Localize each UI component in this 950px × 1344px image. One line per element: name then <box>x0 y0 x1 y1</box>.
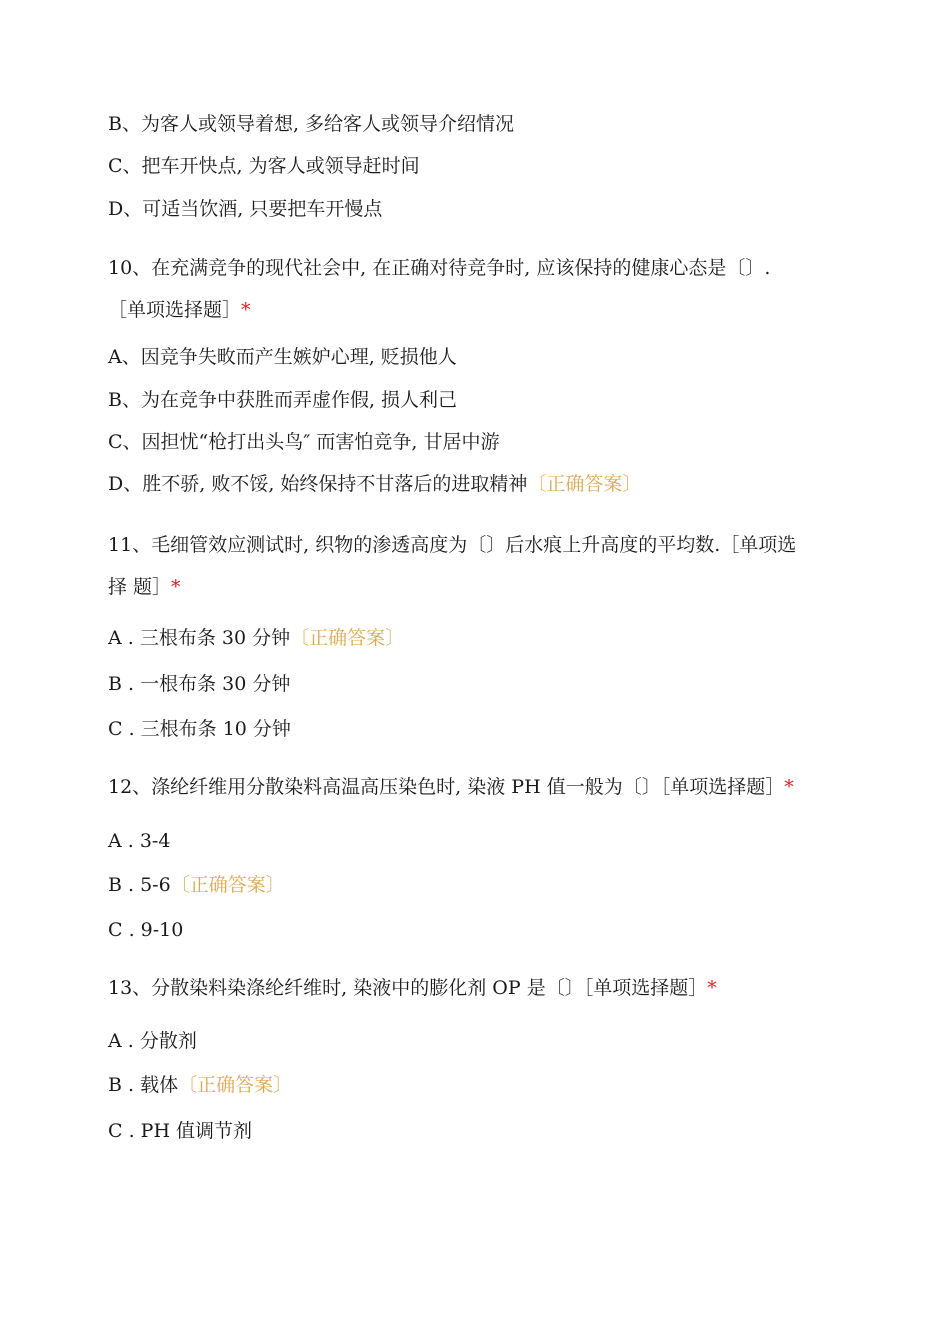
question-12-option-c: C . 9-10 <box>108 919 184 941</box>
required-asterisk: * <box>707 977 717 999</box>
option-d: D、可适当饮酒, 只要把车开慢点 <box>108 198 383 220</box>
question-10-option-a: A、因竞争失畋而产生嫉妒心理, 贬损他人 <box>108 346 457 368</box>
question-12-option-a: A . 3-4 <box>108 830 171 852</box>
question-10-option-d: D、胜不骄, 败不馁, 始终保持不甘落后的进取精神〔正确答案〕 <box>108 473 642 495</box>
question-12-option-b: B . 5-6〔正确答案〕 <box>108 874 285 896</box>
required-asterisk: * <box>241 299 251 321</box>
question-10-option-b: B、为在竞争中获胜而弄虚作假, 损人利己 <box>108 389 458 411</box>
option-b: B、为客人或领导着想, 多给客人或领导介绍情况 <box>108 113 515 135</box>
question-10-type: ［单项选择题］* <box>108 299 251 321</box>
question-11-option-a: A . 三根布条 30 分钟〔正确答案〕 <box>108 627 405 649</box>
question-13-text: 13、分散染料染涤纶纤维时, 染液中的膨化剂 OP 是〔〕［单项选择题］* <box>108 977 717 999</box>
question-12-text: 12、涤纶纤维用分散染料高温高压染色时, 染液 PH 值一般为〔〕［单项选择题］* <box>108 776 794 798</box>
question-10-option-c: C、因担忧“枪打出头鸟″ 而害怕竞争, 甘居中游 <box>108 431 500 453</box>
correct-answer-marker: 〔正确答案〕 <box>290 627 405 649</box>
question-10-text: 10、在充满竞争的现代社会中, 在正确对待竞争时, 应该保持的健康心态是〔〕. <box>108 257 771 279</box>
correct-answer-marker: 〔正确答案〕 <box>170 874 285 896</box>
question-11-option-b: B . 一根布条 30 分钟 <box>108 673 291 695</box>
question-11-type: 择 题］* <box>108 576 181 598</box>
required-asterisk: * <box>784 776 794 798</box>
required-asterisk: * <box>171 576 181 598</box>
correct-answer-marker: 〔正确答案〕 <box>527 473 642 495</box>
question-13-option-a: A . 分散剂 <box>108 1030 197 1052</box>
question-13-option-b: B . 载体〔正确答案〕 <box>108 1074 293 1096</box>
question-11-option-c: C . 三根布条 10 分钟 <box>108 718 291 740</box>
option-c: C、把车开快点, 为客人或领导赶时间 <box>108 155 420 177</box>
correct-answer-marker: 〔正确答案〕 <box>178 1074 293 1096</box>
question-13-option-c: C . PH 值调节剂 <box>108 1120 253 1142</box>
question-11-text: 11、毛细管效应测试时, 织物的渗透高度为〔〕后水痕上升高度的平均数.［单项选 <box>108 534 797 556</box>
